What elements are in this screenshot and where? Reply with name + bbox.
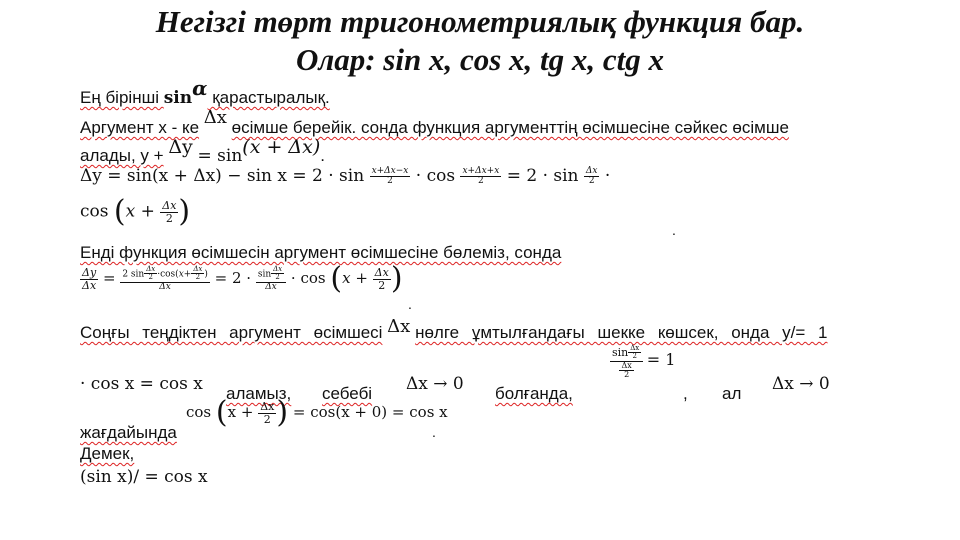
- p2-dy: Δy: [168, 136, 193, 158]
- paragraph-7: Демек,: [80, 444, 135, 463]
- eq1-mid: · cos: [415, 166, 456, 186]
- eq1-frac-1: $\frac{x+\Delta x-x}{2}$: [371, 165, 409, 186]
- eq1-frac-2: $\frac{x+\Delta x+x}{2}$: [462, 165, 500, 186]
- p2-text-b: өсімше берейік. сонда функция аргументтің өсімшесіне сәйкес өсімше: [231, 118, 789, 137]
- paragraph-8: (sin x)/ = cos x: [80, 467, 208, 487]
- eq1-cos: cos: [80, 201, 109, 222]
- eq1-xplus: x +: [125, 201, 155, 222]
- title-line-2: Олар: sin x, cos x, tg x, ctg x: [295, 42, 665, 77]
- p2-text-e: (x + Δx): [242, 136, 321, 158]
- eq1-end: ·: [604, 166, 611, 186]
- paragraph-4: [80, 316, 830, 343]
- p1-alpha: α: [192, 76, 208, 100]
- limit-eq-one: = 1: [646, 350, 676, 370]
- p2-text-c: алады, у +: [80, 146, 164, 165]
- equation-1-line-2: cos (x + $\frac{\Delta x}{2}$ ): [80, 194, 191, 230]
- p5-text-d: болғанда,: [495, 384, 573, 403]
- paragraph-3: [80, 243, 561, 263]
- p5-text-a: аламыз,: [226, 384, 292, 403]
- p5-text-b: себебі: [322, 384, 373, 403]
- eq2-big-frac: 2 sin $\frac{\Delta x}{2}$ ·cos(x+ $\frac{\Delta x}{2}$ ) Δx: [122, 265, 208, 292]
- p4-text-a: Соңғы теңдіктен аргумент өсімшесі: [80, 323, 383, 342]
- stray-dot-2: .: [408, 296, 412, 312]
- limit-fraction: sin $\frac{\Delta x}{2}$ $\frac{\Delta x}{2}$ = 1: [612, 344, 676, 380]
- p5-text-f: ал: [722, 384, 742, 403]
- equation-1-line-1: [80, 166, 610, 186]
- paragraph-1: [80, 76, 330, 108]
- p1-text-a: Ең бірінші: [80, 88, 164, 107]
- stray-dot-1: .: [672, 222, 676, 238]
- p1-sin: sin: [163, 88, 193, 108]
- p4-dx: Δx: [387, 316, 411, 337]
- p6-dot: .: [432, 424, 436, 440]
- p3-text-a: Енді функция өсімшесін аргумент өсімшесіне бөлеміз, сонда: [80, 243, 562, 262]
- paragraph-2-line-2: [80, 136, 325, 166]
- title-line-1: Негізгі төрт тригонометриялық функция бар.: [155, 4, 805, 39]
- equation-2: $\frac{\Delta y}{\Delta x}$ = 2 sin $\frac{\Delta x}{2}$ ·cos(x+ $\frac{\Delta x}{2}$ ) Δx = 2 · sin $\frac{\Delta x}{2}$ Δx · cos (x + $\frac{\Delta x}{2}$ ): [82, 261, 403, 297]
- eq2-sin-frac: sin $\frac{\Delta x}{2}$ Δx: [256, 266, 286, 292]
- p5-limit-2: Δx → 0: [772, 374, 830, 394]
- p2-text-f: .: [320, 146, 325, 165]
- p2-dx: Δx: [203, 107, 227, 128]
- p2-text-a: Аргумент х - ке: [80, 118, 200, 137]
- p5-equation: · cos x = cos x: [80, 374, 203, 394]
- eq2-cos: · cos: [290, 269, 326, 288]
- p6-text-a: жағдайында: [80, 423, 177, 442]
- p4-text-b: нөлге ұмтылғандағы шекке көшсек, онда у/= 1: [415, 323, 828, 342]
- eq2-dy-dx: $\frac{\Delta y}{\Delta x}$: [82, 266, 97, 292]
- p6-equation: cos (x + $\frac{\Delta x}{2}$ ) = cos(x + 0) = cos x: [186, 395, 448, 431]
- eq1-lhs: Δy = sin(x + Δx) − sin x = 2 · sin: [80, 166, 365, 186]
- eq2-eq: = 2 ·: [214, 269, 252, 288]
- eq2-frac-c: $\frac{\Delta x}{2}$: [374, 266, 389, 292]
- eq1-frac-4: $\frac{\Delta x}{2}$: [162, 199, 177, 225]
- p2-text-d: = sin: [197, 146, 243, 166]
- eq1-frac-3: $\frac{\Delta x}{2}$: [585, 165, 598, 186]
- p5-comma: ,: [683, 384, 688, 403]
- p1-text-b: қарастыралық.: [207, 88, 330, 107]
- eq1-mid2: = 2 · sin: [506, 166, 579, 186]
- paragraph-2-line-1: [80, 107, 789, 138]
- p5-limit-1: Δx → 0: [406, 374, 464, 394]
